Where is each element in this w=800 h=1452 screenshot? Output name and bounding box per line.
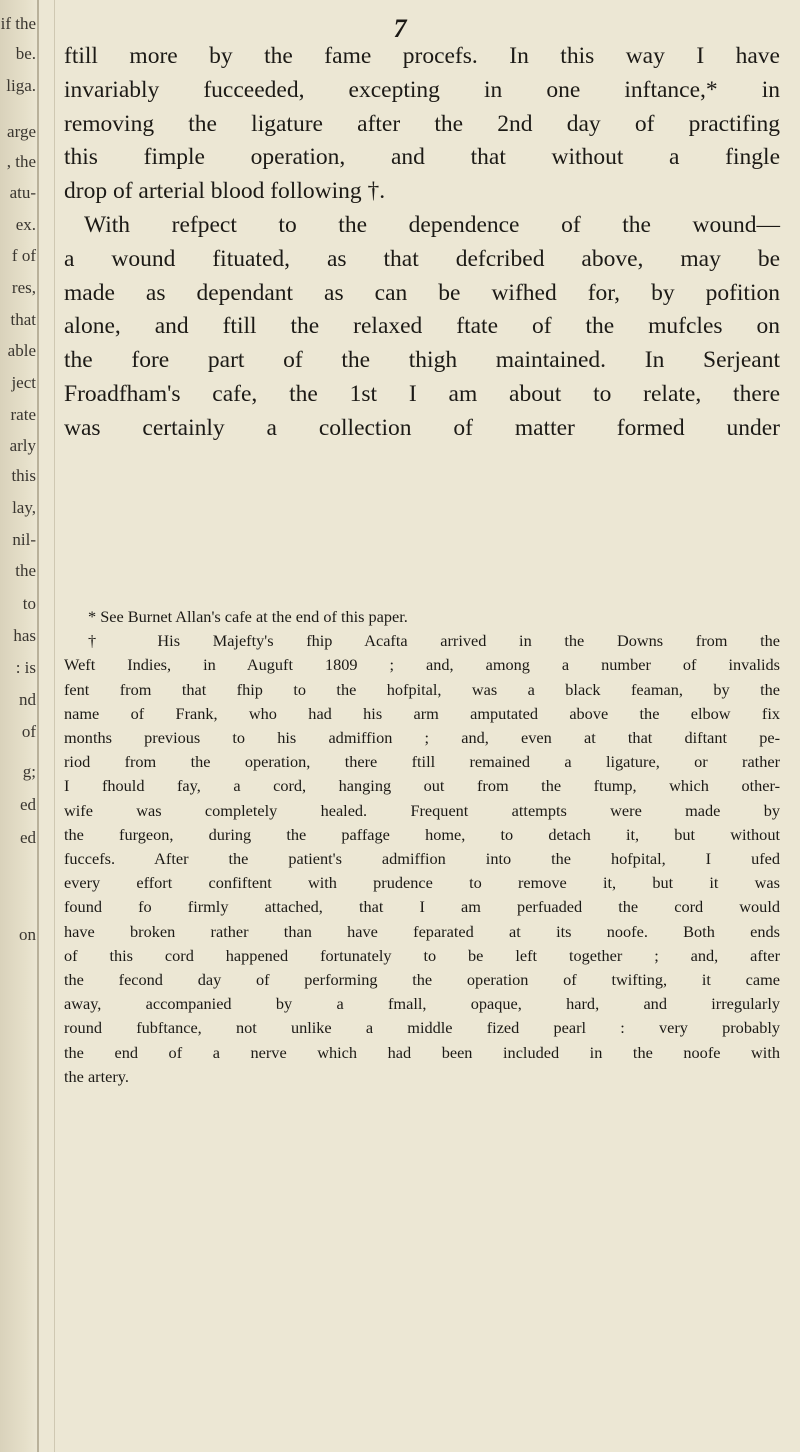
text-line: removing the ligature after the 2nd day of practifing — [64, 110, 780, 137]
fragment: arly — [9, 436, 36, 455]
text-line: was certainly a collection of matter formed under — [64, 414, 780, 441]
fragment: lay, — [12, 498, 36, 517]
footnote-line: fent from that fhip to the hofpital, was a black feaman, by the — [64, 679, 780, 699]
text-line: invariably fucceeded, excepting in one inftance,* in — [64, 76, 780, 103]
fragment: arge — [7, 122, 36, 141]
footnote-line: have broken rather than have feparated at its noofe. Both ends — [64, 921, 780, 941]
footnote-line: every effort confiftent with prudence to remove it, but it was — [64, 873, 780, 893]
footnote-line: Weft Indies, in Auguft 1809 ; and, among a number of invalids — [64, 655, 780, 675]
fragment: ex. — [15, 215, 36, 234]
fragment: , the — [6, 152, 36, 171]
text-line: a wound fituated, as that defcribed above, may be — [64, 245, 780, 272]
footnote-line: round fubftance, not unlike a middle fized pearl : very probably — [64, 1018, 780, 1038]
fragment: has — [13, 626, 36, 645]
text-line: Froadfham's cafe, the 1st I am about to relate, there — [64, 380, 780, 407]
text-line: drop of arterial blood following †. — [64, 178, 386, 205]
footnote-line: the furgeon, during the paffage home, to detach it, but without — [64, 824, 780, 844]
margin-rule — [54, 0, 55, 1452]
fragment: liga. — [6, 76, 36, 95]
fragment: that — [10, 310, 36, 329]
footnote-line: fuccefs. After the patient's admiffion into the hofpital, I ufed — [64, 849, 780, 869]
footnote-line: the artery. — [64, 1066, 129, 1086]
footnote-line: riod from the operation, there ftill remained a ligature, or rather — [64, 752, 780, 772]
footnote-line: the end of a nerve which had been included in the noofe with — [64, 1042, 780, 1062]
fragment: atu- — [9, 183, 36, 202]
fragment: able — [7, 341, 36, 360]
footnote-line: name of Frank, who had his arm amputated above the elbow fix — [64, 703, 780, 723]
binding-edge — [37, 0, 39, 1452]
fragment: ed — [19, 828, 36, 847]
fragment: this — [11, 466, 36, 485]
footnote-line: found fo firmly attached, that I am perfuaded the cord would — [64, 897, 780, 917]
text-line: With refpect to the dependence of the wound— — [84, 211, 780, 238]
footnote-line: away, accompanied by a fmall, opaque, hard, and irregularly — [64, 994, 780, 1014]
fragment: to — [22, 594, 36, 613]
page-number: 7 — [393, 14, 407, 43]
text-line: this fimple operation, and that without a fingle — [64, 144, 780, 171]
text-line: alone, and ftill the relaxed ftate of the mufcles on — [64, 313, 780, 340]
fragment: be. — [15, 44, 36, 63]
text-line: made as dependant as can be wifhed for, by pofition — [64, 279, 780, 306]
text-line: the fore part of the thigh maintained. In Serjeant — [64, 347, 780, 374]
fragment: g; — [22, 762, 36, 781]
footnote-line: of this cord happened fortunately to be left together ; and, after — [64, 945, 780, 965]
fragment: of — [21, 722, 36, 741]
footnote-line: † His Majefty's fhip Acafta arrived in the Downs from the — [88, 631, 780, 651]
footnote-line: the fecond day of performing the operation of twifting, it came — [64, 970, 780, 990]
fragment: : is — [15, 658, 36, 677]
fragment: rate — [10, 405, 36, 424]
footnote-line: months previous to his admiffion ; and, even at that diftant pe- — [64, 728, 780, 748]
fragment: f of — [11, 246, 36, 265]
fragment: if the — [0, 14, 36, 33]
fragment: the — [15, 561, 36, 580]
fragment: ed — [19, 795, 36, 814]
fragment: nd — [19, 690, 36, 709]
fragment: on — [19, 925, 36, 944]
fragment: ject — [11, 373, 36, 392]
footnote-line: wife was completely healed. Frequent attempts were made by — [64, 800, 780, 820]
text-line: ftill more by the fame procefs. In this way I have — [64, 43, 780, 69]
main-text — [64, 40, 780, 446]
fragment: res, — [11, 278, 36, 297]
footnote-line: I fhould fay, a cord, hanging out from the ftump, which other- — [64, 776, 780, 796]
footnote-line: * See Burnet Allan's cafe at the end of this paper. — [88, 607, 408, 626]
footnotes — [64, 605, 780, 1089]
fragment: nil- — [12, 530, 36, 549]
